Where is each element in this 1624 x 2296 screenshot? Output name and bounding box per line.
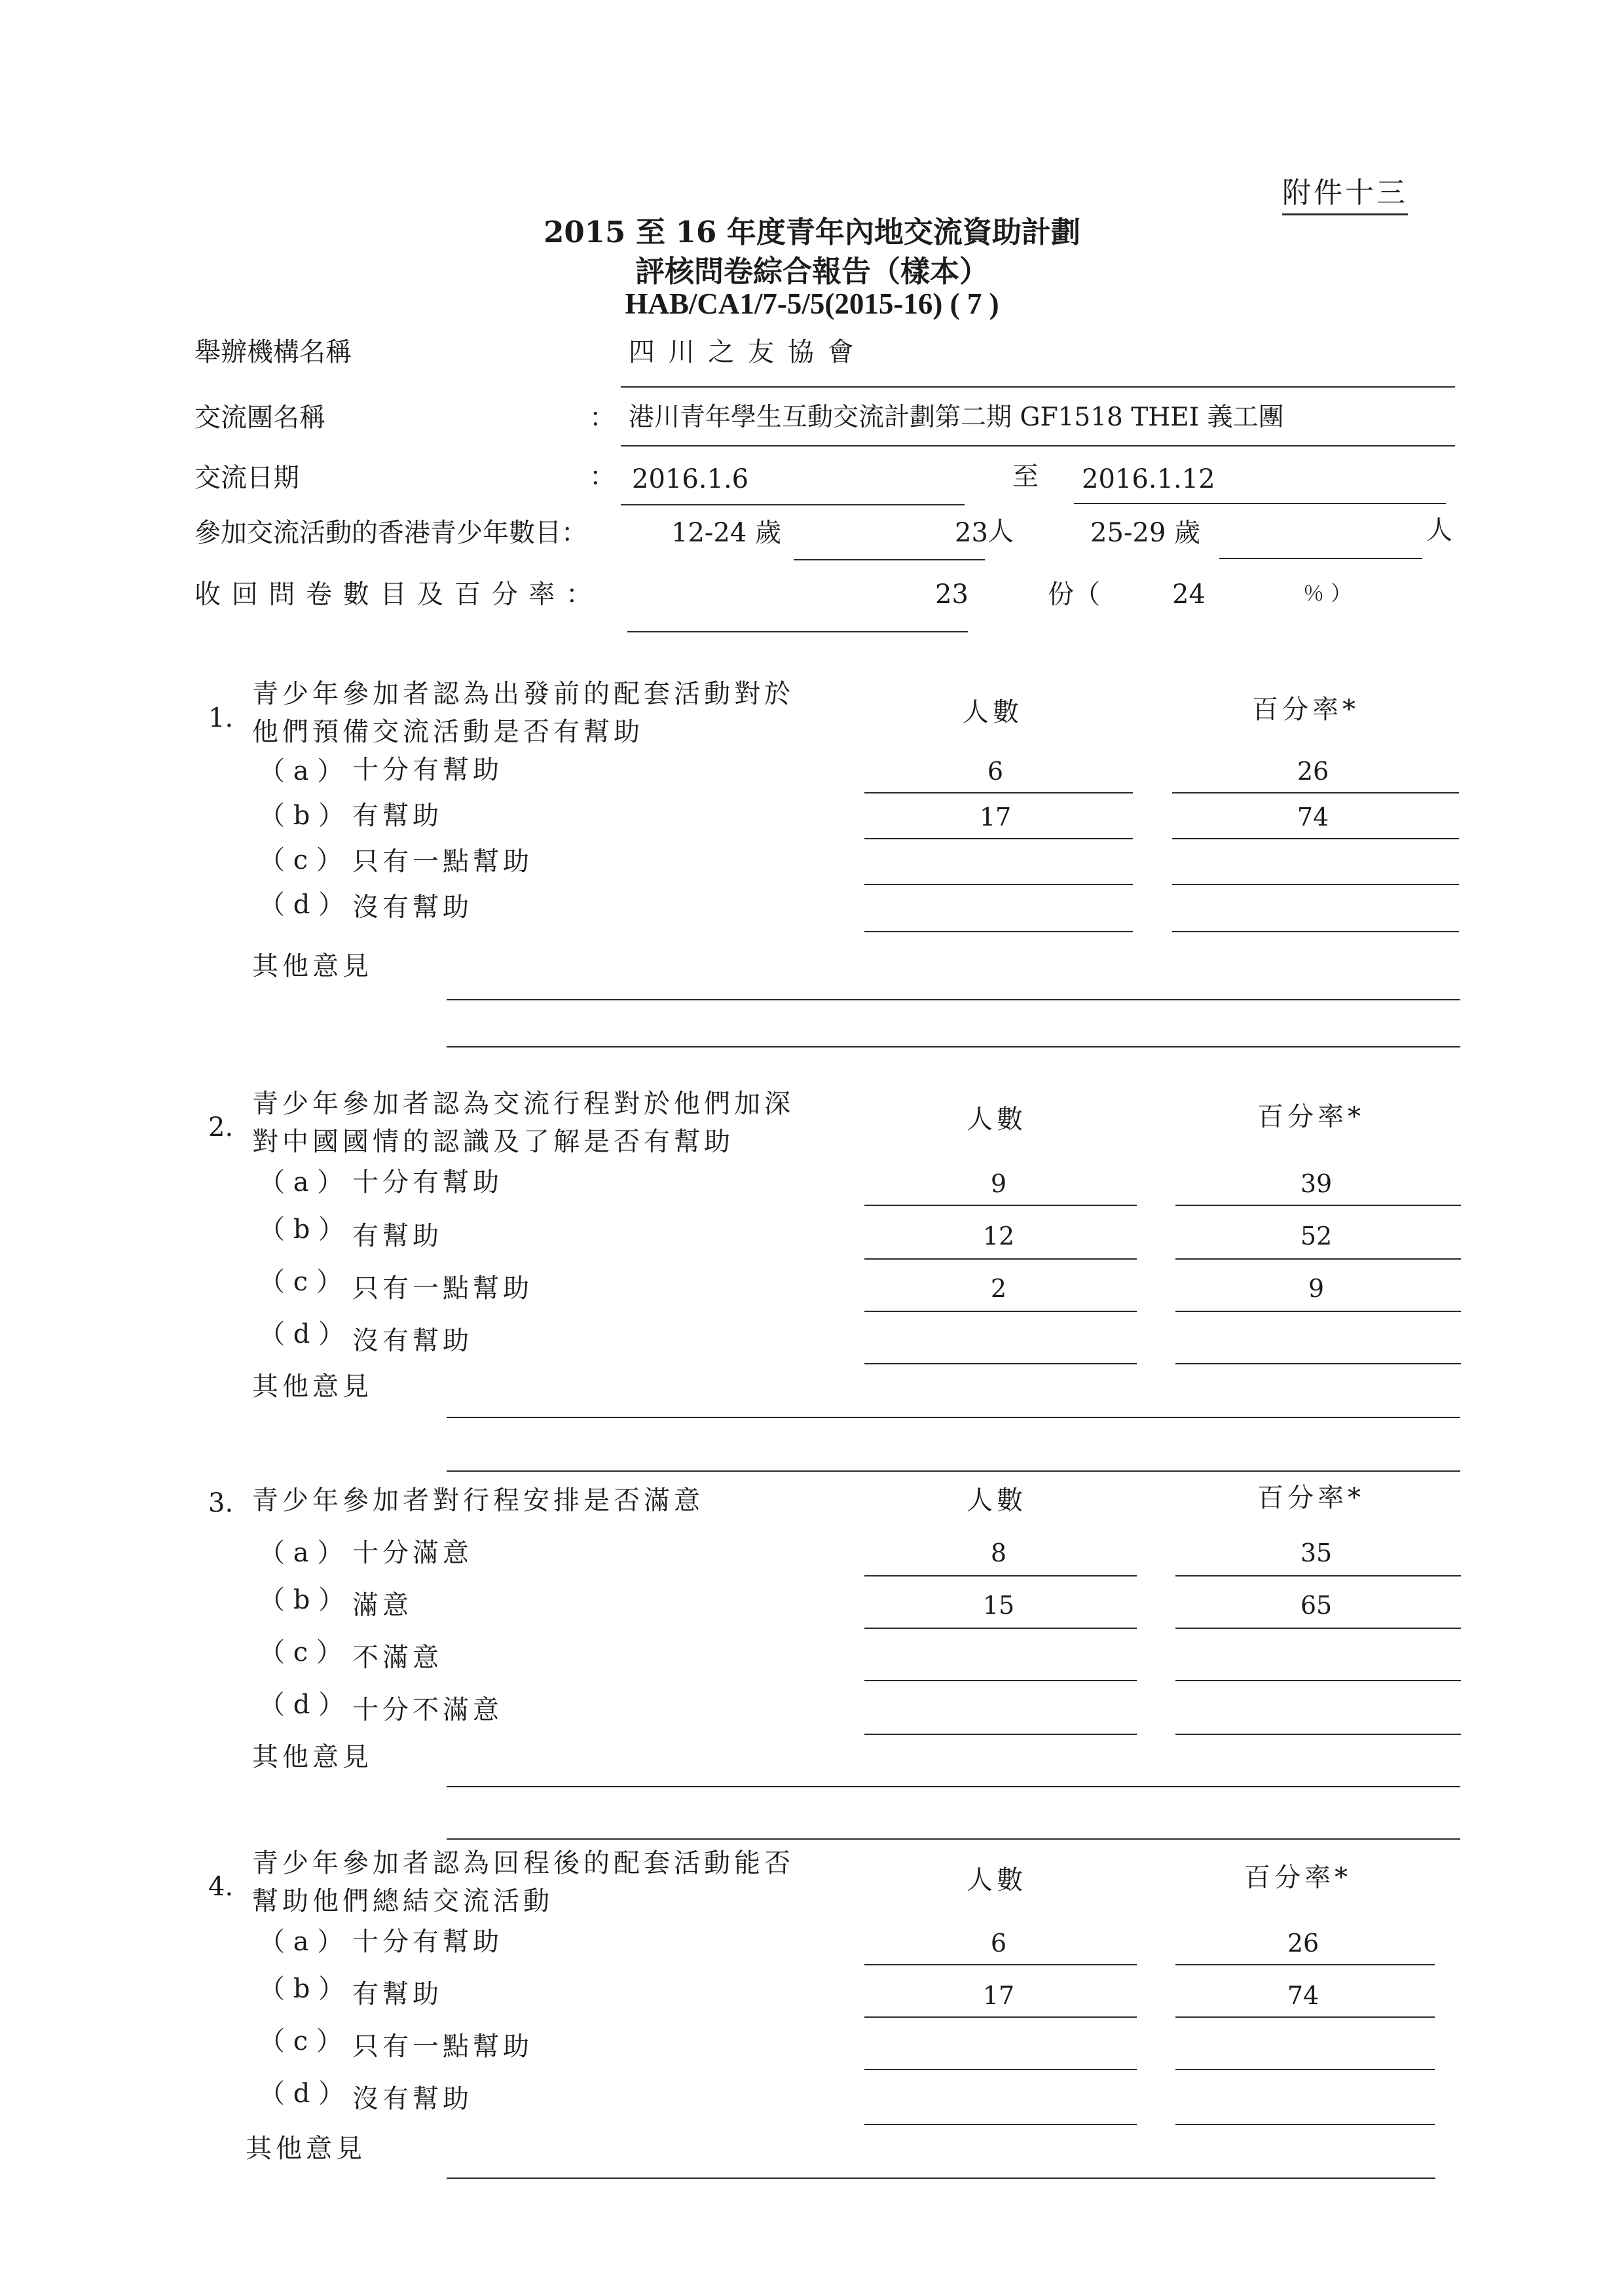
percent-close: ％ ） (1303, 581, 1352, 606)
question-text-line-2: 他們預備交流活動是否有幫助 (252, 717, 644, 747)
percent-header: 百分率* (1252, 695, 1359, 725)
participants-label: 參加交流活動的香港青少年數目： (194, 518, 587, 548)
question-text-line-2: 幫助他們總結交流活動 (252, 1886, 553, 1916)
returned-rate: 24 (1172, 579, 1206, 610)
age-25-29: 25-29 歲 (1090, 518, 1201, 548)
question-number: 3. (208, 1488, 234, 1518)
option-text: 只有一點幫助 (352, 2032, 533, 2062)
question-text-line-1: 青少年參加者認為出發前的配套活動對於 (252, 679, 794, 709)
count-underline (864, 1575, 1137, 1576)
count-underline (864, 1628, 1137, 1629)
question-text-line-1: 青少年參加者認為回程後的配套活動能否 (252, 1848, 794, 1878)
option-letter: （ d ） (259, 1690, 345, 1720)
percent-underline (1172, 931, 1459, 932)
option-letter: （ c ） (259, 1637, 342, 1667)
count-25-29-underline (1219, 558, 1422, 559)
count-header: 人數 (967, 1104, 1027, 1135)
option-count: 2 (990, 1274, 1007, 1303)
percent-underline (1175, 2069, 1435, 2070)
option-letter: （ c ） (259, 845, 342, 875)
option-letter: （ b ） (259, 1585, 345, 1615)
count-12-24-underline (794, 559, 985, 560)
title-line-1: 2015 至 16 年度青年內地交流資助計劃 (544, 215, 1080, 249)
comments-line (447, 2178, 1435, 2179)
question-text-line-1: 青少年參加者認為交流行程對於他們加深 (252, 1089, 794, 1119)
option-text: 只有一點幫助 (352, 1273, 533, 1303)
comments-line (447, 1838, 1460, 1840)
annex-label: 附件十三 (1282, 169, 1408, 215)
option-percent: 39 (1300, 1169, 1333, 1198)
option-count: 12 (982, 1222, 1015, 1250)
question-number: 2. (208, 1112, 234, 1142)
group-colon: ： (589, 403, 616, 433)
option-letter: （ b ） (259, 1974, 345, 2004)
option-text: 不滿意 (352, 1643, 443, 1673)
copies-unit: 份（ (1048, 579, 1100, 610)
percent-underline (1175, 1363, 1461, 1364)
person-unit-2: 人 (1426, 515, 1452, 545)
date-to-underline (1074, 503, 1446, 504)
org-value: 四 川 之 友 協 會 (629, 337, 857, 367)
comments-label: 其他意見 (252, 1372, 373, 1402)
percent-underline (1175, 1628, 1461, 1629)
option-text: 有幫助 (352, 1221, 443, 1251)
count-underline (864, 1205, 1137, 1206)
count-underline (864, 1311, 1137, 1312)
option-percent: 74 (1297, 803, 1329, 831)
count-underline (864, 1680, 1137, 1681)
group-value: 港川青年學生互動交流計劃第二期 GF1518 THEI 義工團 (629, 403, 1284, 432)
question-text-line-1: 青少年參加者對行程安排是否滿意 (252, 1485, 704, 1516)
comments-label: 其他意見 (252, 951, 373, 981)
title-line-2: 評核問卷綜合報告（樣本） (635, 254, 989, 289)
question-text-line-2: 對中國國情的認識及了解是否有幫助 (252, 1127, 734, 1157)
option-count: 17 (979, 803, 1012, 831)
comments-label: 其他意見 (252, 1742, 373, 1772)
group-underline (621, 445, 1455, 446)
option-text: 十分有幫助 (352, 1927, 503, 1957)
percent-underline (1175, 1964, 1435, 1965)
question-number: 4. (208, 1872, 234, 1902)
option-letter: （ d ） (259, 1319, 345, 1349)
option-percent: 35 (1300, 1539, 1333, 1567)
date-to: 2016.1.12 (1082, 464, 1215, 494)
percent-header: 百分率* (1257, 1483, 1365, 1513)
option-text: 只有一點幫助 (352, 847, 533, 877)
count-underline (864, 884, 1133, 885)
option-letter: （ d ） (259, 2079, 345, 2109)
comments-line (447, 1470, 1460, 1472)
count-underline (864, 1964, 1137, 1965)
percent-header: 百分率* (1244, 1863, 1352, 1893)
option-letter: （ d ） (259, 890, 345, 920)
option-percent: 9 (1308, 1274, 1325, 1303)
age-12-24: 12-24 歲 (671, 518, 782, 548)
option-percent: 26 (1287, 1929, 1320, 1958)
option-text: 十分不滿意 (352, 1695, 503, 1725)
option-percent: 74 (1287, 1981, 1320, 2010)
percent-underline (1175, 1575, 1461, 1576)
date-from: 2016.1.6 (632, 464, 749, 494)
comments-line (447, 1786, 1460, 1787)
returned-count-underline (627, 631, 968, 632)
percent-underline (1175, 1258, 1461, 1260)
option-text: 滿意 (352, 1590, 413, 1620)
option-letter: （ a ） (259, 1927, 344, 1957)
comments-line (447, 1417, 1460, 1418)
count-underline (864, 2124, 1137, 2125)
percent-underline (1175, 2016, 1435, 2018)
count-underline (864, 1363, 1137, 1364)
count-underline (864, 931, 1133, 932)
option-letter: （ b ） (259, 1214, 345, 1245)
option-letter: （ a ） (259, 1538, 344, 1568)
option-text: 十分有幫助 (352, 755, 503, 785)
option-letter: （ b ） (259, 801, 345, 831)
option-text: 沒有幫助 (352, 892, 473, 922)
person-unit-1: 人 (987, 517, 1014, 547)
option-count: 17 (982, 1981, 1015, 2010)
option-count: 6 (987, 757, 1004, 786)
option-text: 十分滿意 (352, 1538, 473, 1568)
option-letter: （ c ） (259, 1267, 342, 1297)
option-letter: （ a ） (259, 756, 344, 786)
comments-label: 其他意見 (246, 2134, 366, 2164)
count-header: 人數 (967, 1485, 1027, 1516)
group-label: 交流團名稱 (194, 403, 325, 433)
option-letter: （ a ） (259, 1167, 344, 1197)
date-to-word: 至 (1012, 462, 1039, 492)
comments-line (447, 999, 1460, 1000)
percent-header: 百分率* (1257, 1102, 1365, 1132)
percent-underline (1175, 1311, 1461, 1312)
date-label: 交流日期 (194, 463, 299, 493)
option-count: 9 (990, 1169, 1007, 1198)
option-letter: （ c ） (259, 2026, 342, 2056)
count-header: 人數 (963, 697, 1023, 727)
title-line-3: HAB/CA1/7-5/5(2015-16) ( 7 ) (625, 287, 999, 320)
percent-underline (1172, 884, 1459, 885)
option-count: 8 (990, 1539, 1007, 1567)
count-header: 人數 (967, 1865, 1027, 1895)
option-text: 沒有幫助 (352, 2084, 473, 2114)
percent-underline (1175, 1680, 1461, 1681)
percent-underline (1172, 838, 1459, 839)
returned-label: 收 回 問 卷 數 目 及 百 分 率 ： (194, 579, 594, 610)
percent-underline (1175, 1205, 1461, 1206)
org-label: 舉辦機構名稱 (194, 337, 352, 367)
count-underline (864, 838, 1133, 839)
comments-line (447, 1046, 1460, 1048)
option-text: 十分有幫助 (352, 1167, 503, 1197)
option-text: 有幫助 (352, 801, 443, 831)
returned-count: 23 (935, 579, 969, 610)
count-underline (864, 1258, 1137, 1260)
option-text: 沒有幫助 (352, 1326, 473, 1356)
option-percent: 52 (1300, 1222, 1333, 1250)
option-count: 15 (982, 1591, 1015, 1620)
count-underline (864, 2016, 1137, 2018)
date-colon: ： (589, 462, 616, 492)
option-count: 6 (990, 1929, 1007, 1958)
count-underline (864, 792, 1133, 793)
question-number: 1. (208, 703, 234, 733)
option-text: 有幫助 (352, 1979, 443, 2009)
count-underline (864, 1734, 1137, 1735)
count-underline (864, 2069, 1137, 2070)
org-underline (621, 386, 1455, 388)
option-percent: 65 (1300, 1591, 1333, 1620)
percent-underline (1172, 792, 1459, 793)
percent-underline (1175, 1734, 1461, 1735)
percent-underline (1175, 2124, 1435, 2125)
date-from-underline (621, 504, 965, 505)
count-12-24: 23 (955, 518, 988, 548)
option-percent: 26 (1297, 757, 1329, 786)
